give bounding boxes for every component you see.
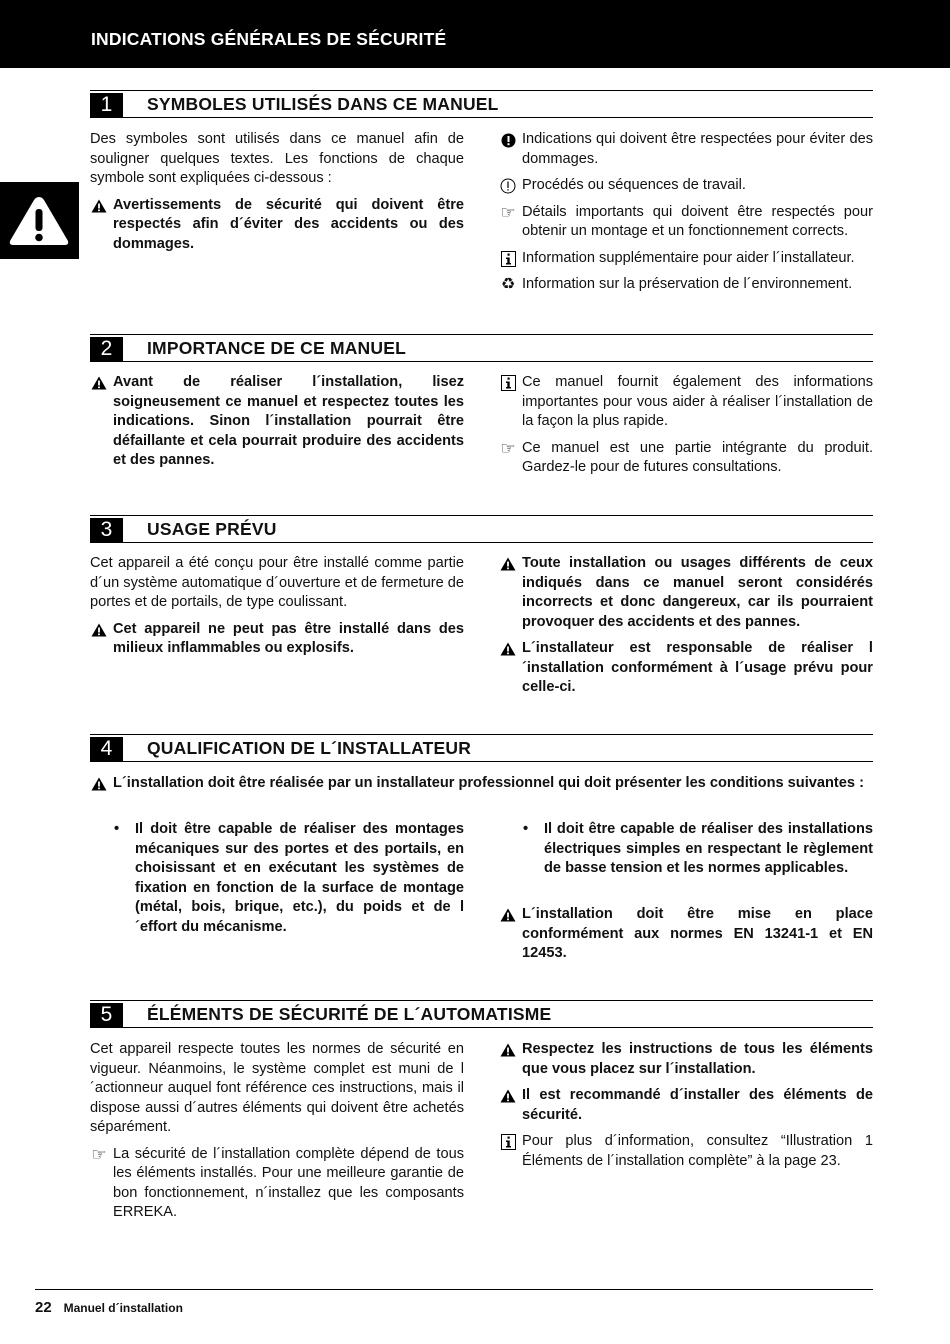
section-number: 2	[90, 337, 123, 361]
side-warning-tab	[0, 182, 79, 259]
warning-item	[90, 620, 464, 659]
info-icon	[499, 374, 517, 392]
section-number: 3	[90, 518, 123, 542]
warning-item	[90, 196, 464, 255]
hand-item	[499, 439, 873, 478]
symbol-item	[499, 176, 873, 196]
section-number: 5	[90, 1003, 123, 1027]
symbol-description: Information supplémentaire pour aider l´installateur.	[522, 249, 855, 266]
page-footer	[35, 1298, 183, 1319]
warning-triangle-icon	[90, 621, 108, 639]
section-number: 1	[90, 93, 123, 117]
warning-triangle-icon	[90, 775, 108, 793]
footer-label: Manuel d´installation	[63, 1301, 183, 1315]
section-4-intro	[90, 774, 873, 801]
section-number: 4	[90, 737, 123, 761]
warning-triangle-icon	[499, 640, 517, 658]
pointing-hand-icon: ☞	[500, 438, 516, 458]
warning-text: Avant de réaliser l´installation, lisez soigneusement ce manuel et respectez toutes les indications. Sinon l´installation pourrait être défaillante et cela pourrait produire des accidents et des pannes.	[113, 374, 464, 468]
section-4-left	[113, 820, 464, 944]
warning-text: Respectez les instructions de tous les éléments que vous placez sur l´installation.	[522, 1041, 873, 1077]
pointing-hand-icon: ☞	[500, 202, 516, 222]
warning-triangle-icon	[499, 1087, 517, 1105]
warning-item	[499, 639, 873, 698]
symbol-description: Procédés ou séquences de travail.	[522, 177, 746, 193]
warning-text: L´installation doit être réalisée par un installateur professionnel qui doit présenter les conditions suivantes :	[113, 775, 864, 791]
section-header-5	[90, 1000, 873, 1028]
info-text: Ce manuel fournit également des informations importantes pour vous aider à réaliser l´installation de la façon la plus rapide.	[522, 374, 873, 429]
info-text: Pour plus d´information, consultez “Illustration 1 Éléments de l´installation complète” à la page 23.	[522, 1133, 873, 1169]
pointing-hand-icon: ☞	[91, 1144, 107, 1164]
warning-text: Avertissements de sécurité qui doivent être respectés afin d´éviter des accidents ou des dommages.	[113, 196, 464, 252]
warning-item	[90, 373, 464, 471]
section-3-right	[499, 554, 873, 705]
section-1-left	[90, 130, 464, 261]
section-title: IMPORTANCE DE CE MANUEL	[147, 338, 406, 358]
section-5-left	[90, 1040, 464, 1230]
symbol-item	[499, 275, 873, 295]
exclamation-outline-icon	[499, 177, 517, 195]
bullet-icon: •	[114, 821, 120, 837]
info-item	[499, 1132, 873, 1171]
recycle-icon: ♻	[500, 276, 516, 294]
page-title: INDICATIONS GÉNÉRALES DE SÉCURITÉ	[91, 29, 447, 49]
bullet-text: Il doit être capable de réaliser des installations électriques simples en respectant le règlement de basse tension et les normes applicables.	[544, 821, 873, 876]
section-header-4	[90, 734, 873, 762]
warning-triangle-icon	[499, 906, 517, 924]
footer-divider	[35, 1289, 873, 1290]
section-1-right	[499, 130, 873, 302]
exclamation-circle-icon	[499, 131, 517, 149]
warning-item	[499, 554, 873, 632]
symbol-item	[499, 130, 873, 169]
symbol-item	[499, 203, 873, 242]
info-icon	[499, 250, 517, 268]
symbol-description: Information sur la préservation de l´environnement.	[522, 276, 853, 292]
warning-triangle-icon	[499, 1041, 517, 1059]
warning-item	[90, 774, 873, 794]
symbol-description: Détails importants qui doivent être respectés pour obtenir un montage et un fonctionnement corrects.	[522, 203, 873, 239]
page-number: 22	[35, 1299, 52, 1316]
info-item	[499, 373, 873, 432]
symbol-item	[499, 249, 873, 269]
warning-item	[499, 1040, 873, 1079]
section-header-3	[90, 515, 873, 543]
list-item	[522, 820, 873, 879]
section-title: ÉLÉMENTS DE SÉCURITÉ DE L´AUTOMATISME	[147, 1004, 552, 1024]
section-title: USAGE PRÉVU	[147, 519, 277, 539]
section-4-right-warning	[499, 905, 873, 971]
section-header-2	[90, 334, 873, 362]
paragraph: Cet appareil a été conçu pour être installé comme partie d´un système automatique d´ouverture et de fermeture de portes et de portails, de type coulissant.	[90, 555, 464, 610]
section-4-right-bullet	[522, 820, 873, 886]
warning-text: Il est recommandé d´installer des éléments de sécurité.	[522, 1087, 873, 1123]
hand-item	[90, 1145, 464, 1223]
warning-triangle-icon	[90, 374, 108, 392]
warning-triangle-icon	[8, 195, 70, 247]
info-icon	[499, 1133, 517, 1151]
section-2-right	[499, 373, 873, 485]
section-5-right	[499, 1040, 873, 1178]
warning-text: L´installateur est responsable de réaliser l´installation conformément à l´usage prévu pour celle-ci.	[522, 640, 873, 695]
bullet-icon: •	[523, 821, 529, 837]
section-header-1	[90, 90, 873, 118]
hand-text: La sécurité de l´installation complète dépend de tous les éléments installés. Pour une meilleure garantie de bon fonctionnement, n´installez que les composants ERREKA.	[113, 1145, 464, 1220]
section-title: SYMBOLES UTILISÉS DANS CE MANUEL	[147, 94, 499, 114]
paragraph: Cet appareil respecte toutes les normes de sécurité en vigueur. Néanmoins, le système complet est muni de l´actionneur auquel font référence ces instructions, mais il dispose aussi d´autres éléments qui doivent être achetés séparément.	[90, 1041, 464, 1135]
warning-triangle-icon	[90, 197, 108, 215]
list-item	[113, 820, 464, 937]
warning-item	[499, 905, 873, 964]
section-2-left	[90, 373, 464, 478]
warning-item	[499, 1086, 873, 1125]
hand-text: Ce manuel est une partie intégrante du produit. Gardez-le pour de futures consultations.	[522, 439, 873, 475]
paragraph: Des symboles sont utilisés dans ce manuel afin de souligner quelques textes. Les fonctions de chaque symbole sont expliquées ci-dessous :	[90, 131, 464, 186]
section-title: QUALIFICATION DE L´INSTALLATEUR	[147, 738, 472, 758]
section-3-left	[90, 554, 464, 666]
warning-text: Cet appareil ne peut pas être installé dans des milieux inflammables ou explosifs.	[113, 620, 464, 656]
warning-text: L´installation doit être mise en place conformément aux normes EN 13241-1 et EN 12453.	[522, 906, 873, 961]
warning-text: Toute installation ou usages différents de ceux indiqués dans ce manuel seront considérés incorrects et donc dangereux, car ils pourraient provoquer des accidents et des pannes.	[522, 555, 873, 630]
page-header-bar	[0, 0, 950, 68]
warning-triangle-icon	[499, 555, 517, 573]
symbol-description: Indications qui doivent être respectées pour éviter des dommages.	[522, 131, 873, 167]
bullet-text: Il doit être capable de réaliser des montages mécaniques sur des portes et des portails, en choisissant et en exécutant les systèmes de fixation en fonction de la surface de montage (métal, bois, brique, etc.), du poids et de l´effort du mécanisme.	[135, 821, 464, 935]
